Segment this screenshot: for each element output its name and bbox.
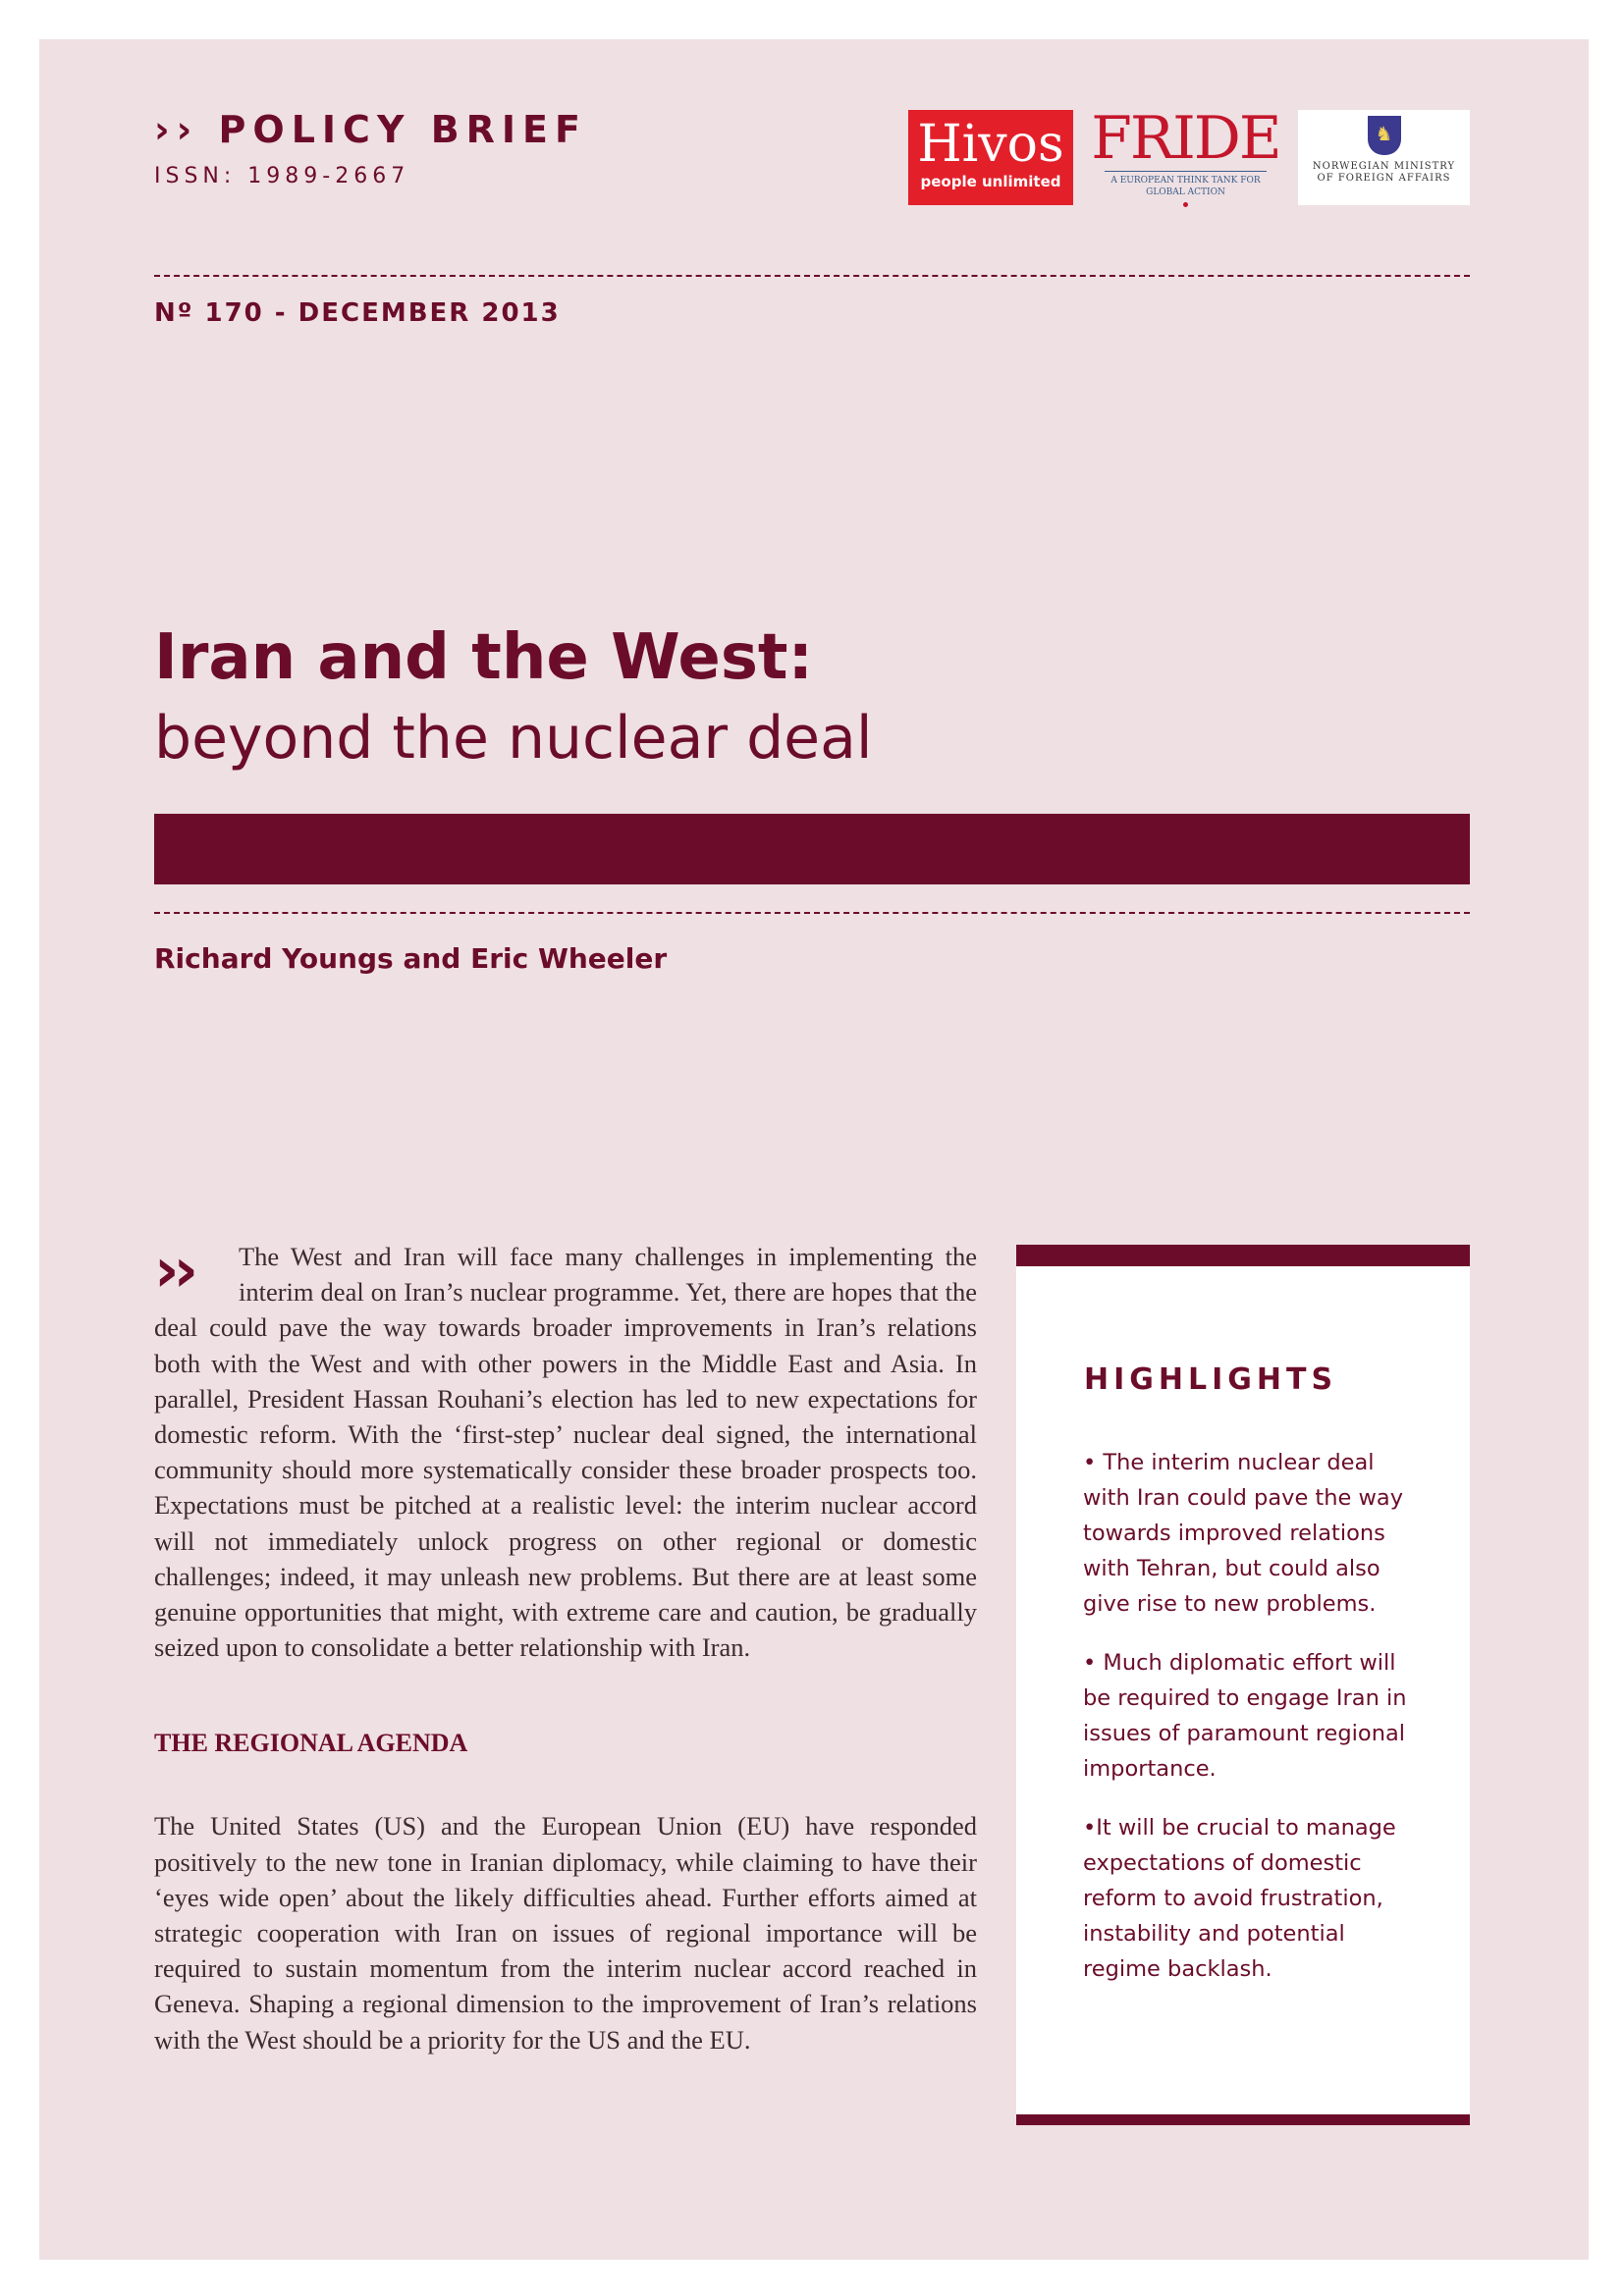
hivos-logo-tagline: people unlimited	[920, 173, 1061, 190]
norway-ministry-logo	[1298, 110, 1470, 205]
authors: Richard Youngs and Eric Wheeler	[154, 942, 668, 975]
intro-text: The West and Iran will face many challenges in implementing the interim deal on Iran’s nuclear programme. Yet, there are hopes that the deal could pave the way towards broader improvements in Iran’s relations both with the West and with other powers in the Middle East and Asia. In parallel, President Hassan Rouhani’s election has led to new expectations for domestic reform. With the ‘first-step’ nuclear deal signed, the international community should more systematically consider these broader prospects too. Expectations must be pitched at a realistic level: the interim nuclear accord will not immediately unlock progress on other regional or domestic challenges; indeed, it may unleash new problems. But there are at least some genuine opportunities that might, with extreme care and caution, be gradually seized upon to consolidate a better relationship with Iran.	[154, 1242, 977, 1663]
divider-top	[154, 275, 1470, 277]
intro-paragraph	[154, 1234, 977, 1665]
hivos-logo	[908, 110, 1073, 205]
issue-number: Nº 170 - DECEMBER 2013	[154, 298, 561, 328]
body-column	[154, 1234, 977, 2057]
lion-crest-icon: ♞	[1368, 116, 1401, 155]
highlight-item: •It will be crucial to manage expectations of domestic reform to avoid frustration, instability and potential regime backlash.	[1083, 1815, 1396, 1982]
hivos-logo-name: Hivos	[917, 115, 1064, 174]
divider-authors	[154, 912, 1470, 914]
fride-logo	[1090, 104, 1281, 206]
section-heading: THE REGIONAL AGENDA	[154, 1729, 468, 1758]
fride-logo-dot	[1183, 202, 1188, 207]
highlights-title: HIGHLIGHTS	[1084, 1362, 1338, 1397]
highlight-item: • The interim nuclear deal with Iran could pave the way towards improved relations with Tehran, but could also give rise to new problems.	[1083, 1450, 1404, 1617]
norway-ministry-logo-text: NORWEGIAN MINISTRY OF FOREIGN AFFAIRS	[1312, 161, 1456, 184]
highlight-item: • Much diplomatic effort will be required to engage Iran in issues of paramount regional importance.	[1083, 1650, 1407, 1782]
title-band	[154, 814, 1470, 884]
fride-logo-name: FRIDE	[1091, 104, 1280, 173]
highlights-list	[1083, 1445, 1417, 2010]
fride-logo-tagline: A EUROPEAN THINK TANK FOR GLOBAL ACTION	[1105, 171, 1267, 198]
page-title: Iran and the West:	[154, 621, 814, 694]
issn-label: ISSN: 1989-2667	[154, 164, 410, 188]
section-paragraph: The United States (US) and the European Union (EU) have responded positively to the new tone in Iranian diplomacy, while claiming to have their ‘eyes wide open’ about the likely difficulties ahead. Further efforts aimed at strategic cooperation with Iran on issues of regional importance will be required to sustain momentum from the interim nuclear accord reached in Geneva. Shaping a regional dimension to the improvement of Iran’s relations with the West should be a priority for the US and the EU.	[154, 1811, 977, 2055]
series-label: ›› POLICY BRIEF	[154, 108, 587, 151]
page-subtitle: beyond the nuclear deal	[154, 704, 873, 773]
chevron-marker-icon: ››	[154, 1234, 193, 1306]
